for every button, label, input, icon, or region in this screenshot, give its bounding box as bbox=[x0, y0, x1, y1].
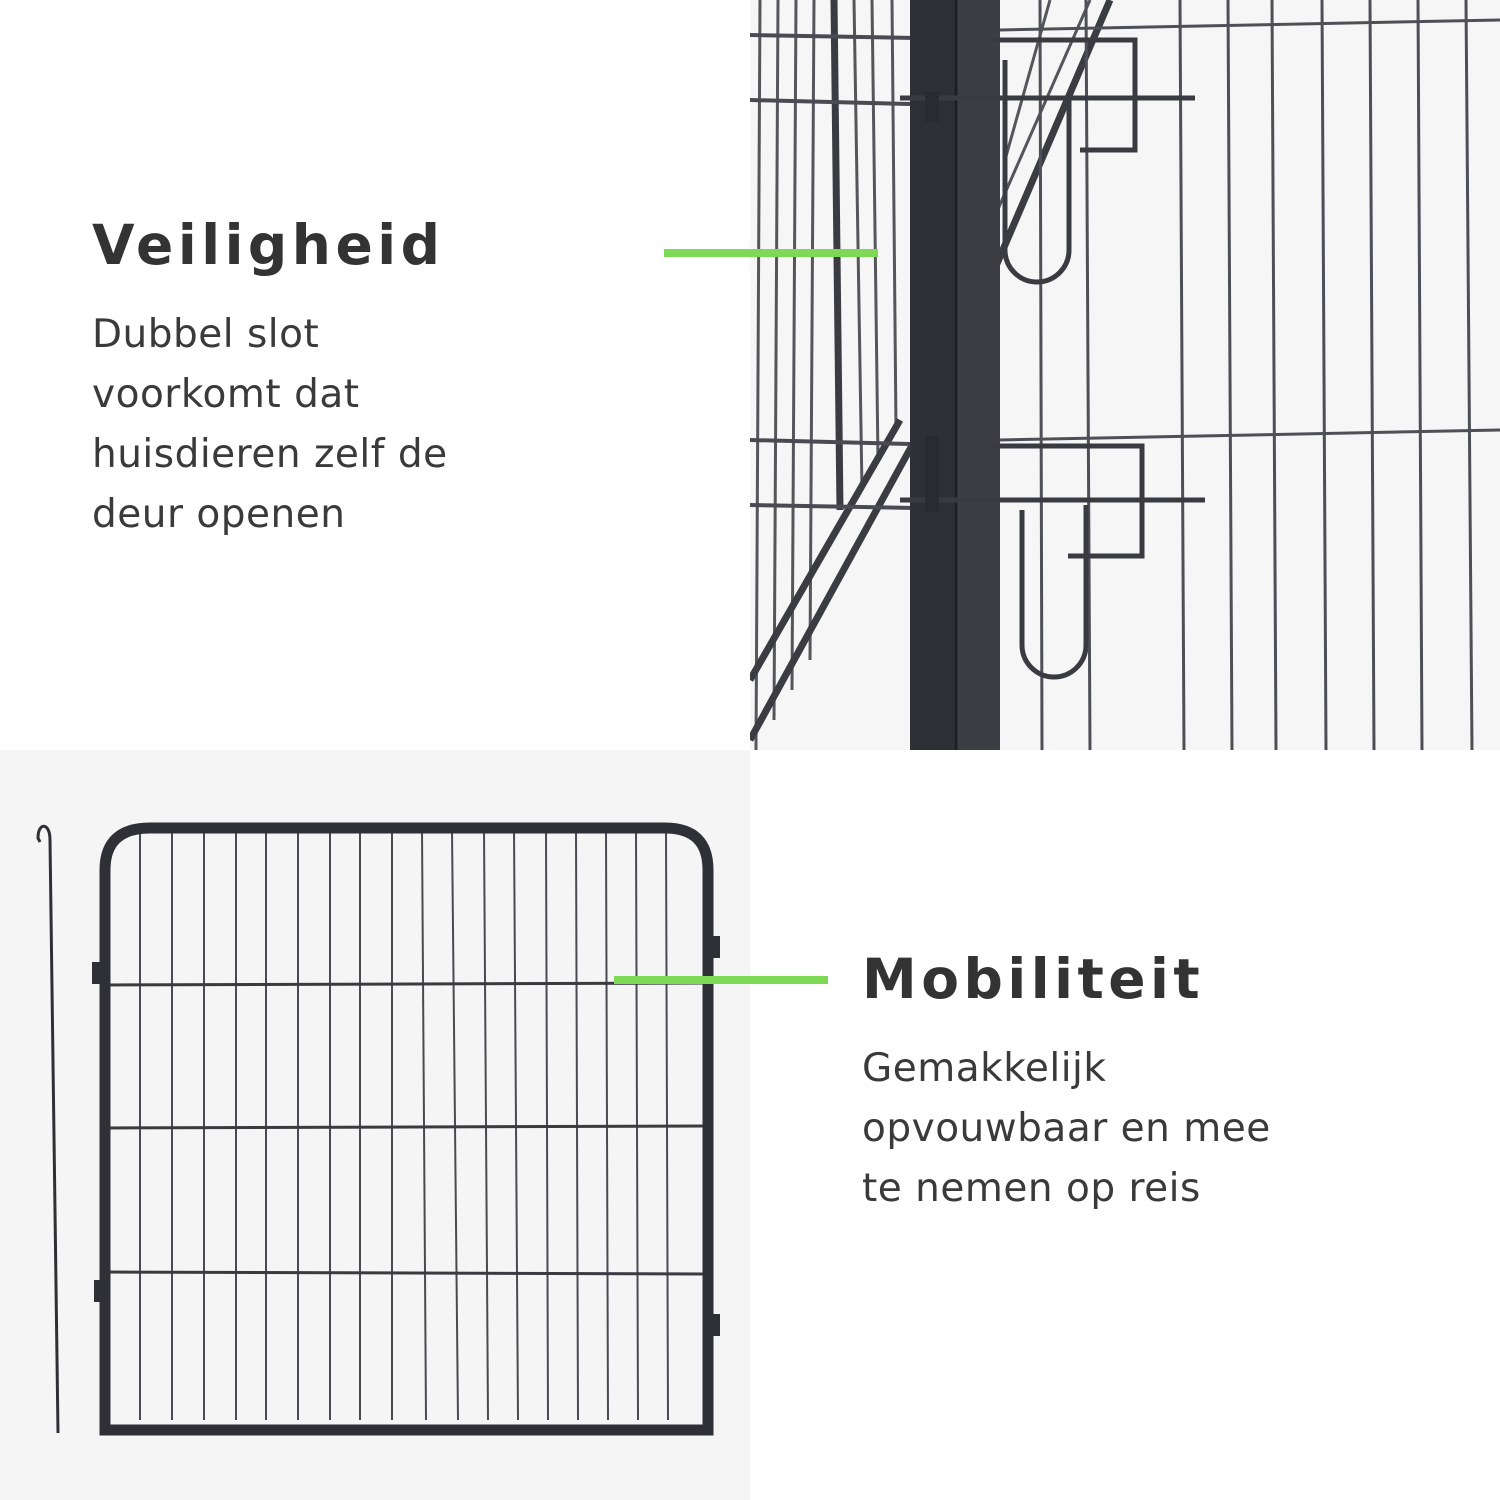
feature-mobility bbox=[862, 947, 1442, 1219]
feature-description: Gemakkelijk opvouwbaar en mee te nemen op reis bbox=[862, 1046, 1271, 1211]
feature-title: Mobiliteit bbox=[862, 947, 1205, 1011]
pin bbox=[38, 826, 58, 1433]
accent-line-safety bbox=[664, 249, 878, 257]
feature-safety bbox=[92, 213, 652, 545]
fence-panel-illustration bbox=[0, 750, 750, 1500]
feature-title: Veiligheid bbox=[92, 213, 445, 277]
panel-photo bbox=[0, 750, 750, 1500]
accent-line-mobility bbox=[614, 976, 828, 984]
double-lock-photo bbox=[750, 0, 1500, 750]
double-lock-illustration bbox=[750, 0, 1500, 750]
feature-description: Dubbel slot voorkomt dat huisdieren zelf de deur openen bbox=[92, 312, 448, 537]
